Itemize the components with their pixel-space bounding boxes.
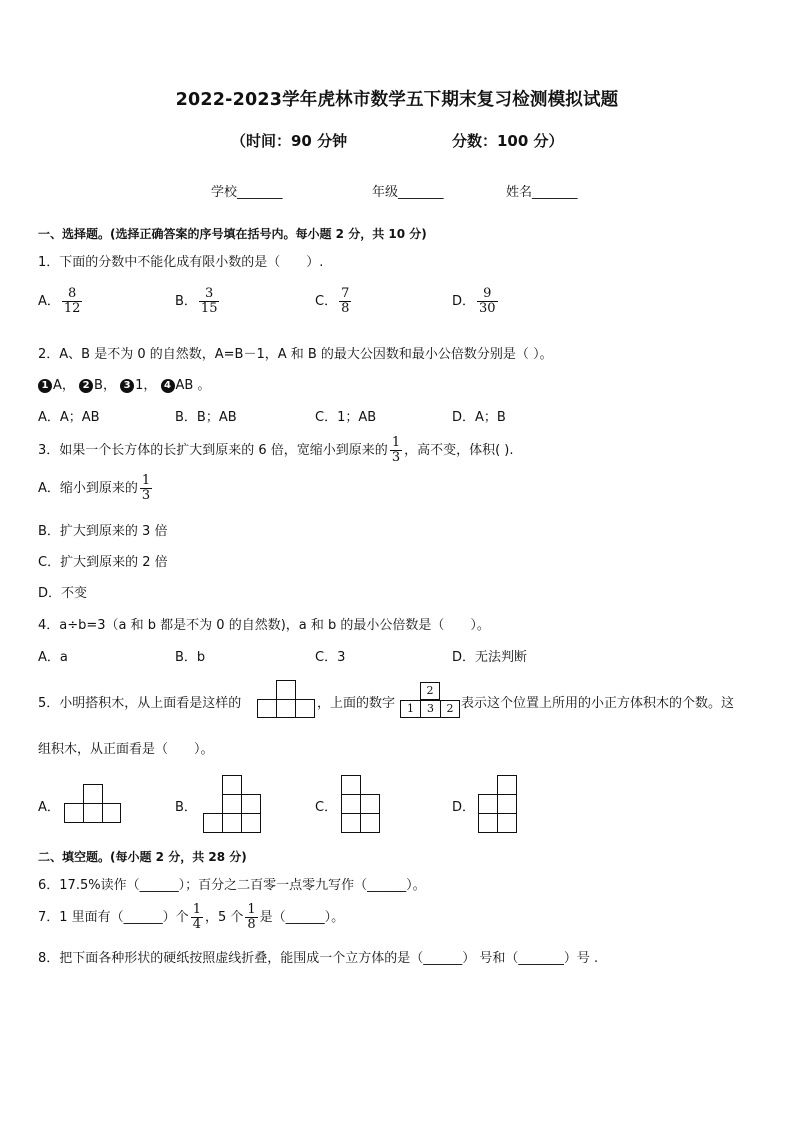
q4-option-a: A．a — [38, 650, 68, 665]
cube-square — [360, 813, 380, 833]
question-4: 4．a÷b=3（a 和 b 都是不为 0 的自然数)，a 和 b 的最小公倍数是（ ）。 — [38, 618, 490, 633]
top-view-square — [295, 699, 315, 718]
question-3: 3．如果一个长方体的长扩大到原来的 6 倍，宽缩小到原来的 $\frac{1}{3}$ ，高不变，体积( ). — [38, 435, 514, 465]
q5-option-a-label: A． — [38, 800, 60, 815]
q1-c-fraction: $\frac{7}{8}$ — [341, 286, 350, 316]
cube-square — [341, 775, 361, 795]
q3-option-d: D．不变 — [38, 586, 88, 601]
section-one-heading: 一、选择题。(选择正确答案的序号填在括号内。每小题 2 分，共 10 分) — [38, 227, 427, 241]
q2-option-b: B．B；AB — [175, 410, 237, 425]
q3-option-a: A．缩小到原来的 $\frac{1}{3}$ — [38, 473, 151, 503]
cube-square — [222, 794, 242, 814]
cube-square — [83, 784, 103, 804]
cube-square — [360, 794, 380, 814]
q5-option-c-figure — [341, 775, 380, 833]
q5-option-d-label: D． — [452, 800, 476, 815]
question-5-part1: 5．小明搭积木，从上面看是这样的 — [38, 696, 242, 711]
digit-cell: 2 — [440, 700, 460, 718]
cube-square — [222, 775, 242, 795]
cube-square — [341, 794, 361, 814]
digit-cell: 3 — [420, 700, 441, 718]
digit-cell: 1 — [400, 700, 421, 718]
cube-square — [497, 813, 517, 833]
q4-option-b: B．b — [175, 650, 206, 665]
q1-option-a: A． $\frac{8}{12}$ — [38, 286, 81, 316]
cube-square — [64, 803, 84, 823]
cube-square — [102, 803, 121, 823]
school-field: 学校_______ — [211, 185, 283, 200]
circled-number-1: 1 — [38, 379, 52, 393]
cube-square — [241, 813, 261, 833]
cube-square — [203, 813, 223, 833]
q3-a-fraction: $\frac{1}{3}$ — [141, 473, 151, 503]
cube-square — [497, 794, 517, 814]
top-view-figure — [257, 680, 315, 718]
q5-option-c-label: C． — [315, 800, 338, 815]
q5-option-b-label: B． — [175, 800, 197, 815]
q3-option-b: B．扩大到原来的 3 倍 — [38, 524, 168, 539]
grade-field: 年级_______ — [372, 185, 444, 200]
cube-square — [83, 803, 103, 823]
cube-square — [341, 813, 361, 833]
q7-fraction-1: $\frac{1}{4}$ — [192, 902, 201, 932]
q2-option-c: C．1；AB — [315, 410, 377, 425]
cube-square — [478, 813, 498, 833]
q1-option-d: D． $\frac{9}{30}$ — [452, 286, 496, 316]
digit-figure — [400, 682, 460, 718]
cube-square — [497, 775, 517, 795]
q5-option-d-figure — [478, 775, 517, 833]
exam-score: 分数：100 分） — [452, 132, 564, 150]
section-two-heading: 二、填空题。(每小题 2 分，共 28 分) — [38, 850, 247, 864]
circled-number-3: 3 — [120, 379, 134, 393]
name-field: 姓名_______ — [506, 185, 578, 200]
question-5-part2: ，上面的数字 — [317, 696, 396, 711]
question-1: 1．下面的分数中不能化成有限小数的是（ ）. — [38, 255, 324, 270]
exam-time: （时间：90 分钟 — [231, 132, 348, 150]
cube-square — [222, 813, 242, 833]
q7-fraction-2: $\frac{1}{8}$ — [247, 902, 256, 932]
cube-square — [478, 794, 498, 814]
q1-option-c: C． $\frac{7}{8}$ — [315, 286, 350, 316]
q4-option-c: C．3 — [315, 650, 346, 665]
circled-number-4: 4 — [161, 379, 175, 393]
digit-cell: 2 — [420, 682, 440, 700]
q4-option-d: D．无法判断 — [452, 650, 528, 665]
q2-option-d: D．A；B — [452, 410, 506, 425]
q2-choices: 1 A， 2 B， 3 1， 4 AB 。 — [38, 374, 210, 393]
circled-number-2: 2 — [79, 379, 93, 393]
question-6: 6．17.5%读作（______）；百分之二百零一点零九写作（______）。 — [38, 878, 426, 893]
q1-a-fraction: $\frac{8}{12}$ — [63, 286, 81, 316]
q1-b-fraction: $\frac{3}{15}$ — [200, 286, 218, 316]
question-5-part3: 表示这个位置上所用的小正方体积木的个数。这 — [461, 696, 735, 711]
question-5-part4: 组积木，从正面看是（ ）。 — [38, 742, 214, 757]
q5-option-b-figure — [203, 775, 261, 833]
question-2: 2．A、B 是不为 0 的自然数，A=B－1，A 和 B 的最大公因数和最小公倍数分别是（ ）。 — [38, 347, 553, 362]
top-view-square — [276, 680, 296, 700]
top-view-square — [257, 699, 277, 718]
question-8: 8．把下面各种形状的硬纸按照虚线折叠，能围成一个立方体的是（______） 号和（_______）号 . — [38, 951, 599, 966]
cube-square — [241, 794, 261, 814]
question-7: 7．1 里面有（______）个 $\frac{1}{4}$ ，5 个 $\frac{1}{8}$ 是（______）。 — [38, 902, 345, 932]
q3-option-c: C．扩大到原来的 2 倍 — [38, 555, 168, 570]
q5-option-a-figure — [64, 784, 121, 823]
q1-d-fraction: $\frac{9}{30}$ — [479, 286, 496, 316]
top-view-square — [276, 699, 296, 718]
q2-option-a: A．A；AB — [38, 410, 100, 425]
q1-option-b: B． $\frac{3}{15}$ — [175, 286, 218, 316]
page-title: 2022-2023学年虎林市数学五下期末复习检测模拟试题 — [175, 90, 619, 110]
q3-fraction: $\frac{1}{3}$ — [391, 435, 401, 465]
